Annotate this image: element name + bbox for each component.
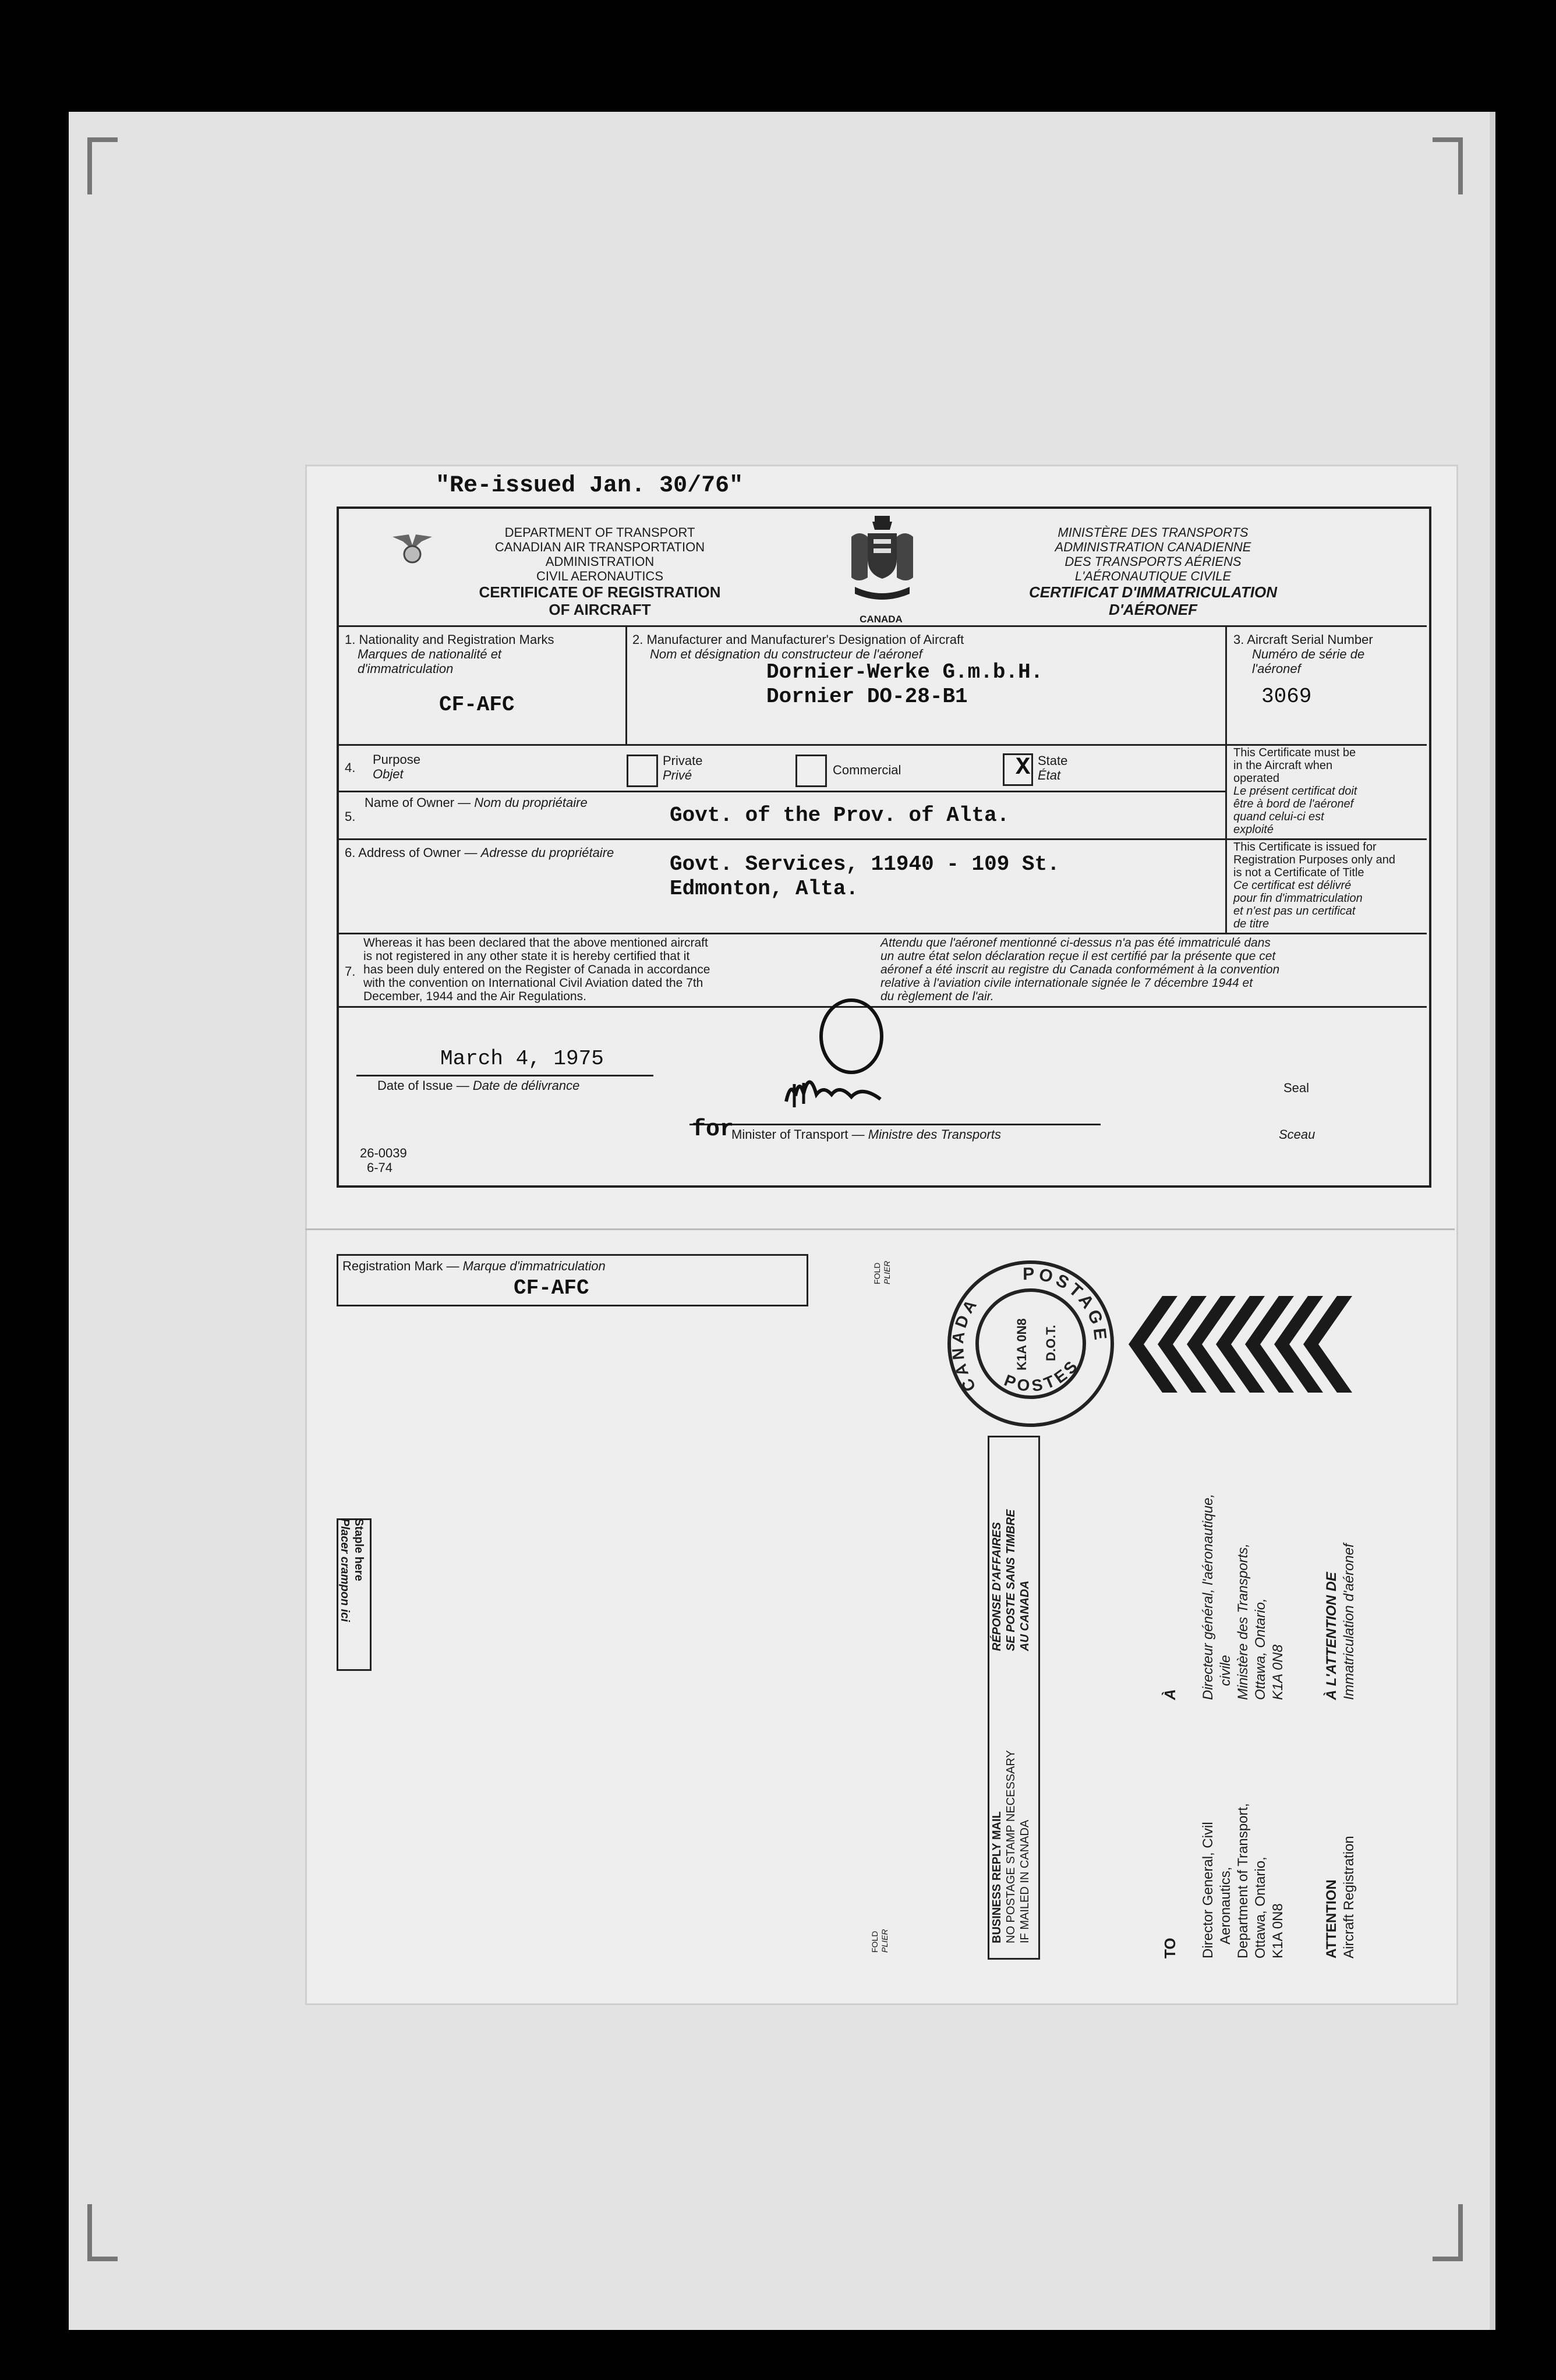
purpose-state-label — [1038, 753, 1067, 782]
column-divider — [1225, 625, 1227, 934]
brm-line: BUSINESS REPLY MAIL — [991, 1811, 1003, 1943]
field-6-label — [345, 845, 614, 860]
to-label-en: TO — [1161, 1938, 1179, 1958]
statement-line: Attendu que l'aéronef mentionné ci-dessus n'a pas été immatriculé dans — [880, 936, 1271, 950]
title-disclaimer-note — [1233, 841, 1395, 930]
address-line: Aeronautics, — [1218, 1867, 1233, 1945]
note-en: Registration Purposes only and — [1233, 853, 1395, 866]
address-line: Director General, Civil — [1200, 1822, 1216, 1958]
brm-line: AU CANADA — [1019, 1580, 1031, 1651]
header-en-title: CERTIFICATE OF REGISTRATION — [479, 583, 721, 601]
field-4-label — [373, 752, 420, 781]
seal-label-fr: Sceau — [1279, 1127, 1315, 1142]
staple-fr: Placer crampon ici — [338, 1518, 351, 1622]
label-en: Address of Owner — — [358, 845, 481, 860]
field-number: 6. — [345, 845, 356, 860]
address-fr — [1200, 1494, 1287, 1700]
field-number: 3. — [1233, 632, 1244, 647]
attention-label: ATTENTION — [1324, 1879, 1339, 1958]
postmark-dot-text: D.O.T. — [1044, 1324, 1058, 1361]
field-1-label — [345, 632, 554, 676]
note-fr: pour fin d'immatriculation — [1233, 892, 1363, 905]
form-number — [360, 1146, 407, 1175]
label-en: Registration Mark — — [342, 1259, 463, 1273]
address-line: K1A 0N8 — [1270, 1903, 1286, 1958]
header-en-line: CIVIL AERONAUTICS — [536, 569, 663, 583]
header-en — [466, 525, 734, 618]
to-label-fr: À — [1161, 1689, 1179, 1700]
signature-underline — [689, 1124, 1101, 1125]
statement-line: Whereas it has been declared that the above mentioned aircraft — [363, 936, 708, 950]
form-date: 6-74 — [367, 1160, 393, 1175]
address-line: Department of Transport, — [1235, 1803, 1251, 1958]
statement-line: has been duly entered on the Register of Canada in accordance — [363, 963, 710, 976]
form-code: 26-0039 — [360, 1146, 407, 1160]
reissued-note: "Re-issued Jan. 30/76" — [436, 473, 744, 499]
serial-number-value: 3069 — [1261, 685, 1312, 709]
address-line: Directeur général, l'aéronautique, — [1200, 1493, 1216, 1700]
attention-fr — [1323, 1543, 1358, 1700]
minister-signature — [769, 997, 897, 1119]
aeronautics-emblem-icon — [391, 531, 433, 564]
note-en: in the Aircraft when — [1233, 759, 1333, 772]
address-line: Ottawa, Ontario, — [1253, 1598, 1268, 1700]
certification-statement-fr — [880, 936, 1279, 1003]
header-fr-line: ADMINISTRATION CANADIENNE — [1055, 540, 1251, 554]
owner-address-line-1: Govt. Services, 11940 - 109 St. — [670, 852, 1060, 876]
label-fr: État — [1038, 768, 1061, 782]
statement-line: is not registered in any other state it is hereby certified that it — [363, 950, 690, 963]
label-en: Purpose — [373, 752, 420, 767]
postmark-code-text: K1A 0N8 — [1014, 1318, 1029, 1370]
attention-label: À L'ATTENTION DE — [1324, 1572, 1339, 1700]
header-en-title: OF AIRCRAFT — [549, 601, 651, 618]
carry-certificate-note — [1233, 746, 1357, 836]
fold-fr: PLIER — [882, 1260, 892, 1284]
header-fr-title: D'AÉRONEF — [1108, 601, 1198, 618]
fold-fr: PLIER — [880, 1929, 889, 1953]
statement-line: December, 1944 and the Air Regulations. — [363, 990, 586, 1003]
address-en — [1200, 1803, 1287, 1958]
staple-en: Staple here — [352, 1518, 365, 1581]
note-fr: Le présent certificat doit — [1233, 785, 1357, 798]
label-fr: Nom et désignation du constructeur de l'aéronef — [650, 647, 922, 661]
header-fr-line: DES TRANSPORTS AÉRIENS — [1065, 554, 1242, 569]
column-divider — [625, 625, 627, 744]
brm-line: NO POSTAGE STAMP NECESSARY — [1005, 1750, 1017, 1943]
field-number: 7. — [345, 964, 356, 979]
owner-address-line-2: Edmonton, Alta. — [670, 877, 859, 901]
note-en: operated — [1233, 772, 1279, 785]
fold-label-bottom — [870, 1929, 890, 1953]
chevron-arrows-icon — [1127, 1296, 1366, 1393]
label-fr: Ministre des Transports — [868, 1127, 1001, 1142]
fold-en: FOLD — [872, 1262, 882, 1284]
staple-here-label — [338, 1518, 366, 1622]
header-en-line: CANADIAN AIR TRANSPORTATION — [494, 540, 705, 554]
label-fr: Numéro de série de — [1252, 647, 1365, 661]
address-line: civile — [1218, 1655, 1233, 1686]
label-fr: Date de délivrance — [472, 1078, 580, 1093]
registration-mark-value: CF-AFC — [439, 693, 515, 717]
label-en: State — [1038, 753, 1068, 768]
header-fr-title: CERTIFICAT D'IMMATRICULATION — [1029, 583, 1277, 601]
label-en: Manufacturer and Manufacturer's Designation of Aircraft — [646, 632, 964, 647]
field-number: 1. — [345, 632, 356, 647]
label-en: Nationality and Registration Marks — [359, 632, 554, 647]
label-en: Minister of Transport — — [731, 1127, 868, 1142]
note-fr: et n'est pas un certificat — [1233, 905, 1356, 918]
note-en: This Certificate must be — [1233, 746, 1356, 759]
label-fr: d'immatriculation — [358, 661, 454, 676]
field-3-label — [1233, 632, 1373, 676]
perforation-fold — [305, 1228, 1455, 1230]
purpose-private-checkbox[interactable] — [627, 755, 658, 787]
certification-statement-en — [363, 936, 710, 1003]
note-fr: être à bord de l'aéronef — [1233, 798, 1354, 810]
label-fr: Marques de nationalité et — [358, 647, 502, 661]
postmark-left-text: CANADA — [948, 1294, 982, 1395]
issue-date-underline — [356, 1075, 653, 1076]
brm-line: IF MAILED IN CANADA — [1019, 1819, 1031, 1943]
postage-postmark — [943, 1256, 1118, 1431]
note-en: is not a Certificate of Title — [1233, 866, 1364, 879]
note-fr: quand celui-ci est — [1233, 810, 1324, 823]
label-fr: Objet — [373, 767, 404, 781]
row-divider — [338, 791, 1225, 792]
header-en-line: ADMINISTRATION — [545, 554, 655, 569]
address-line: Ottawa, Ontario, — [1253, 1857, 1268, 1958]
statement-line: du règlement de l'air. — [880, 990, 994, 1003]
attention-en — [1323, 1836, 1358, 1958]
registration-mark-value: CF-AFC — [514, 1276, 589, 1300]
seal-label-en: Seal — [1283, 1081, 1310, 1095]
field-2-label — [632, 632, 964, 661]
brm-line: RÉPONSE D'AFFAIRES — [991, 1522, 1003, 1651]
state-check-mark: X — [1016, 753, 1031, 781]
row-divider — [338, 744, 1427, 746]
crop-mark-bottom-right — [1433, 2204, 1463, 2261]
canada-coat-of-arms-icon — [846, 513, 919, 602]
note-fr: exploité — [1233, 823, 1274, 836]
model-value: Dornier DO-28-B1 — [766, 685, 968, 709]
statement-line: with the convention on International Civil Aviation dated the 7th — [363, 976, 703, 990]
label-fr: Marque d'immatriculation — [462, 1259, 606, 1273]
attention-value: Immatriculation d'aéronef — [1341, 1543, 1357, 1700]
issue-date-label — [377, 1078, 579, 1093]
postmark-bottom-text: POSTES — [1002, 1355, 1083, 1396]
purpose-commercial-label: Commercial — [833, 763, 901, 777]
minister-label — [731, 1127, 1001, 1142]
note-fr: de titre — [1233, 918, 1269, 930]
field-number: 2. — [632, 632, 643, 647]
label-en: Date of Issue — — [377, 1078, 473, 1093]
postmark-top-text: POSTAGE — [1023, 1264, 1111, 1345]
label-en: Private — [663, 753, 703, 768]
fold-label-top — [872, 1261, 892, 1284]
field-5-label — [365, 795, 588, 810]
owner-name-value: Govt. of the Prov. of Alta. — [670, 803, 1010, 827]
attention-value: Aircraft Registration — [1341, 1836, 1357, 1958]
address-line: Ministère des Transports, — [1235, 1543, 1251, 1700]
purpose-private-label — [663, 753, 702, 782]
row-divider — [338, 625, 1427, 627]
label-en: Aircraft Serial Number — [1247, 632, 1373, 647]
field-number: 5. — [345, 809, 356, 824]
statement-line: aéronef a été inscrit au registre du Canada conformément à la convention — [880, 963, 1280, 976]
issue-date-value: March 4, 1975 — [440, 1047, 604, 1071]
address-line: K1A 0N8 — [1270, 1644, 1286, 1700]
fold-en: FOLD — [870, 1931, 879, 1953]
manufacturer-value: Dornier-Werke G.m.b.H. — [766, 660, 1044, 684]
label-fr: l'aéronef — [1252, 661, 1301, 676]
row-divider — [338, 933, 1427, 934]
crop-mark-top-right — [1433, 137, 1463, 194]
for-prefix: for — [692, 1117, 734, 1143]
label-en: Name of Owner — — [365, 795, 475, 810]
crest-label: CANADA — [860, 614, 903, 625]
crop-mark-top-left — [87, 137, 118, 194]
brm-line: SE POSTE SANS TIMBRE — [1005, 1509, 1017, 1651]
registration-mark-label — [342, 1259, 606, 1273]
field-number: 4. — [345, 760, 356, 775]
label-fr: Privé — [663, 768, 692, 782]
header-fr-line: L'AÉRONAUTIQUE CIVILE — [1074, 569, 1232, 583]
header-en-line: DEPARTMENT OF TRANSPORT — [504, 525, 695, 540]
purpose-commercial-checkbox[interactable] — [795, 755, 827, 787]
statement-line: un autre état selon déclaration reçue il est certifié par la présente que cet — [880, 950, 1276, 963]
crop-mark-bottom-left — [87, 2204, 118, 2261]
note-en: This Certificate is issued for — [1233, 841, 1377, 853]
business-reply-en — [990, 1750, 1032, 1943]
note-fr: Ce certificat est délivré — [1233, 879, 1352, 892]
business-reply-fr — [990, 1510, 1032, 1651]
row-divider — [338, 838, 1427, 840]
label-fr: Adresse du propriétaire — [480, 845, 614, 860]
header-fr — [1002, 525, 1304, 618]
header-fr-line: MINISTÈRE DES TRANSPORTS — [1058, 525, 1249, 540]
label-fr: Nom du propriétaire — [474, 795, 588, 810]
statement-line: relative à l'aviation civile internationale signée le 7 décembre 1944 et — [880, 976, 1253, 990]
